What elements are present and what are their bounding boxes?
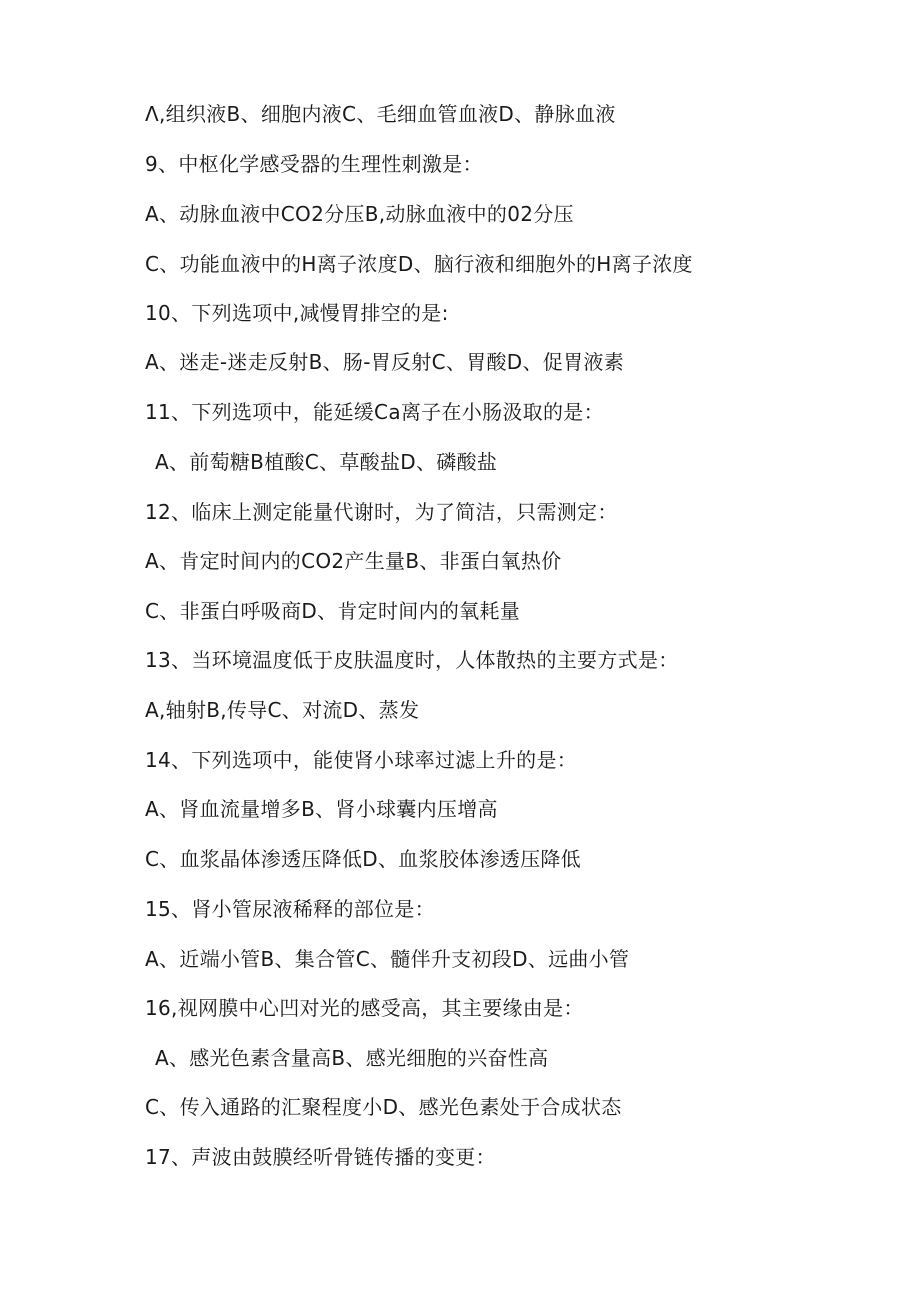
answer-options-11: A、前萄糖B植酸C、草酸盐D、磷酸盐: [155, 450, 498, 474]
question-12: 12、临床上测定能量代谢时，为了简洁，只需测定：: [145, 500, 618, 524]
answer-options-8: Λ,组织液B、细胞内液C、毛细血管血液D、静脉血液: [145, 102, 616, 126]
answer-options-12b: C、非蛋白呼吸商D、肯定时间内的氧耗量: [145, 599, 521, 623]
answer-options-10: A、迷走-迷走反射B、肠-胃反射C、胃酸D、促胃液素: [145, 350, 625, 374]
answer-options-9b: C、功能血液中的H离子浓度D、脑行液和细胞外的H离子浓度: [145, 252, 693, 276]
answer-options-12a: A、肯定时间内的CO2产生量B、非蛋白氧热价: [145, 549, 562, 573]
question-17: 17、声波由鼓膜经听骨链传播的变更：: [145, 1145, 496, 1169]
answer-options-15: A、近端小管B、集合管C、髓伴升支初段D、远曲小管: [145, 947, 630, 971]
question-13: 13、当环境温度低于皮肤温度时，人体散热的主要方式是：: [145, 648, 679, 672]
answer-options-9a: A、动脉血液中CO2分压B,动脉血液中的02分压: [145, 202, 574, 226]
question-10: 10、下列选项中,减慢胃排空的是:: [145, 301, 449, 325]
question-16: 16,视网膜中心凹对光的感受高，其主要缘由是：: [145, 996, 584, 1020]
answer-options-14b: C、血浆晶体渗透压降低D、血浆胶体渗透压降低: [145, 847, 581, 871]
question-15: 15、肾小管尿液稀释的部位是：: [145, 897, 435, 921]
answer-options-14a: A、肾血流量增多B、肾小球囊内压增高: [145, 797, 498, 821]
answer-options-16b: C、传入通路的汇聚程度小D、感光色素处于合成状态: [145, 1095, 622, 1119]
question-9: 9、中枢化学感受器的生理性刺激是：: [145, 152, 483, 176]
question-11: 11、下列选项中，能延缓Ca离子在小肠汲取的是：: [145, 400, 604, 424]
answer-options-13: A,轴射B,传导C、对流D、蒸发: [145, 698, 420, 722]
answer-options-16a: A、感光色素含量高B、感光细胞的兴奋性高: [155, 1046, 549, 1070]
question-14: 14、下列选项中，能使肾小球率过滤上升的是：: [145, 748, 578, 772]
